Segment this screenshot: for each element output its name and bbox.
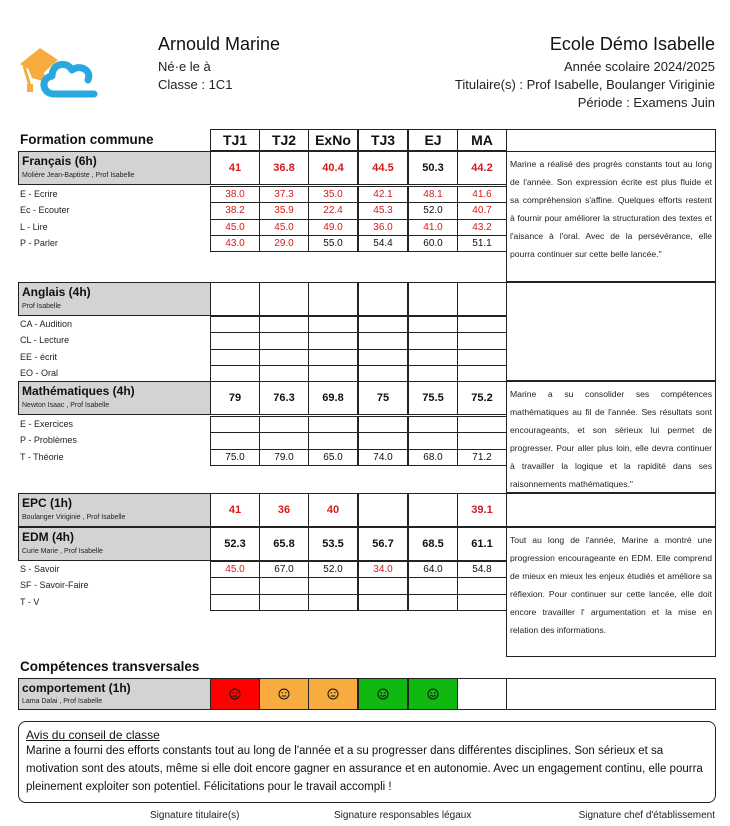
competence-label: P - Parler xyxy=(20,237,58,248)
subject-title: Mathématiques (4h) xyxy=(22,384,135,398)
signature-director: Signature chef d'établissement xyxy=(578,810,715,821)
competence-cell xyxy=(457,365,507,382)
rating-cell xyxy=(308,678,358,710)
competence-cell: 45.3 xyxy=(358,202,408,219)
subject-title: EPC (1h) xyxy=(22,496,73,510)
competence-cell xyxy=(308,316,358,333)
competence-cell xyxy=(259,332,309,349)
competence-cell xyxy=(358,577,408,594)
comment-epc xyxy=(506,493,716,527)
competence-cell: 38.0 xyxy=(210,186,260,203)
competence-cell xyxy=(457,594,507,611)
competence-cell xyxy=(308,432,358,449)
competence-cell xyxy=(259,594,309,611)
competence-cell xyxy=(308,332,358,349)
competence-cell xyxy=(457,349,507,366)
score-cell: 40 xyxy=(308,493,358,527)
competence-label: S - Savoir xyxy=(20,564,60,574)
score-cell: 53.5 xyxy=(308,527,358,561)
competence-cell xyxy=(210,365,260,382)
subject-anglais xyxy=(18,282,211,316)
competence-cell xyxy=(308,349,358,366)
competence-cell xyxy=(210,332,260,349)
competence-cell: 35.0 xyxy=(308,186,358,203)
happy-face-icon xyxy=(377,688,389,700)
score-cell xyxy=(408,282,458,316)
section-title-transversal: Compétences transversales xyxy=(20,659,200,674)
school-year: Année scolaire 2024/2025 xyxy=(563,59,715,74)
competence-cell xyxy=(408,349,458,366)
competence-cell xyxy=(408,594,458,611)
score-cell: 41 xyxy=(210,151,260,185)
competence-cell: 49.0 xyxy=(308,219,358,236)
score-cell: 50.3 xyxy=(408,151,458,185)
rating-cell xyxy=(358,678,408,710)
competence-cell: 22.4 xyxy=(308,202,358,219)
neutral-face-icon xyxy=(327,688,339,700)
comment-edm: Tout au long de l'année, Marine a montré une progression encourageante en EDM. Elle comprend de mieux en mieux les enjeux étudiés et améliore sa réflexion. Pour continuer sur cette lancée, elle doit encore travailler l' argumentation et la mise en relation des informations. xyxy=(506,527,716,657)
subject-teachers: Prof Isabelle xyxy=(22,303,61,310)
competence-cell xyxy=(358,349,408,366)
council-title: Avis du conseil de classe xyxy=(26,728,160,742)
competence-cell: 64.0 xyxy=(408,561,458,578)
comment-column-header xyxy=(506,129,716,151)
competence-cell: 41.0 xyxy=(408,219,458,236)
score-cell: 56.7 xyxy=(358,527,408,561)
class-line: Classe : 1C1 xyxy=(158,77,233,92)
competence-cell: 67.0 xyxy=(259,561,309,578)
rating-cell xyxy=(408,678,458,710)
competence-label: P - Problèmes xyxy=(20,435,77,446)
score-cell: 44.2 xyxy=(457,151,507,185)
competence-cell: 43.2 xyxy=(457,219,507,236)
competence-cell: 52.0 xyxy=(308,561,358,578)
score-cell xyxy=(408,493,458,527)
happy-face-icon xyxy=(427,688,439,700)
column-header-ej: EJ xyxy=(408,129,458,151)
score-cell xyxy=(308,282,358,316)
subject-title: Anglais (4h) xyxy=(22,285,91,299)
subject-teachers: Newton Isaac , Prof Isabelle xyxy=(22,402,110,409)
competence-cell xyxy=(408,416,458,433)
competence-label: E - Exercices xyxy=(20,419,74,429)
score-cell: 69.8 xyxy=(308,381,358,415)
competence-cell xyxy=(259,416,309,433)
score-cell xyxy=(457,282,507,316)
competence-cell xyxy=(210,416,260,433)
competence-cell: 79.0 xyxy=(259,449,309,466)
column-header-tj2: TJ2 xyxy=(259,129,309,151)
competence-label: EO - Oral xyxy=(20,367,59,378)
comment-box-comportement xyxy=(506,678,716,710)
subject-comportement xyxy=(18,678,211,710)
rating-cell xyxy=(210,678,260,710)
competence-cell: 37.3 xyxy=(259,186,309,203)
competence-cell xyxy=(308,416,358,433)
score-cell: 40.4 xyxy=(308,151,358,185)
column-header-ma: MA xyxy=(457,129,507,151)
rating-cell xyxy=(259,678,309,710)
rating-cell xyxy=(457,678,507,710)
competence-cell: 52.0 xyxy=(408,202,458,219)
signature-titulaire: Signature titulaire(s) xyxy=(150,810,240,821)
score-cell: 36.8 xyxy=(259,151,309,185)
competence-cell xyxy=(457,316,507,333)
competence-cell: 41.6 xyxy=(457,186,507,203)
competence-cell xyxy=(210,316,260,333)
competence-cell: 38.2 xyxy=(210,202,260,219)
competence-cell xyxy=(408,365,458,382)
score-cell: 44.5 xyxy=(358,151,408,185)
competence-cell xyxy=(408,432,458,449)
score-cell: 65.8 xyxy=(259,527,309,561)
competence-cell: 54.8 xyxy=(457,561,507,578)
competence-cell: 60.0 xyxy=(408,235,458,252)
subject-francais xyxy=(18,151,211,185)
competence-cell xyxy=(259,577,309,594)
class-council-box xyxy=(18,721,716,803)
competence-cell: 75.0 xyxy=(210,449,260,466)
competence-cell: 45.0 xyxy=(210,219,260,236)
competence-cell xyxy=(358,332,408,349)
competence-cell: 35.9 xyxy=(259,202,309,219)
competence-label: CL - Lecture xyxy=(20,335,70,346)
subject-edm xyxy=(18,527,211,561)
competence-cell xyxy=(358,365,408,382)
competence-cell: 43.0 xyxy=(210,235,260,252)
competence-cell: 29.0 xyxy=(259,235,309,252)
competence-cell xyxy=(457,332,507,349)
competence-cell xyxy=(408,332,458,349)
subject-title: Français (6h) xyxy=(22,154,97,168)
score-cell: 39.1 xyxy=(457,493,507,527)
competence-label: SF - Savoir-Faire xyxy=(20,580,89,591)
competence-cell xyxy=(457,416,507,433)
competence-label: CA - Audition xyxy=(20,319,73,329)
school-logo-icon xyxy=(18,42,98,104)
competence-label: Ec - Ecouter xyxy=(20,205,70,216)
competence-label: EE - écrit xyxy=(20,351,58,362)
competence-cell: 55.0 xyxy=(308,235,358,252)
competence-cell xyxy=(358,416,408,433)
competence-cell xyxy=(408,577,458,594)
competence-cell: 40.7 xyxy=(457,202,507,219)
competence-cell: 34.0 xyxy=(358,561,408,578)
column-header-exno: ExNo xyxy=(308,129,358,151)
score-cell xyxy=(210,282,260,316)
section-title-formation-commune: Formation commune xyxy=(20,132,154,147)
competence-cell xyxy=(308,577,358,594)
competence-label: T - Théorie xyxy=(20,451,64,462)
score-cell: 76.3 xyxy=(259,381,309,415)
competence-cell xyxy=(358,432,408,449)
score-cell: 36 xyxy=(259,493,309,527)
competence-cell: 42.1 xyxy=(358,186,408,203)
comment-maths: Marine a su consolider ses compétences mathématiques au fil de l'année. Ses résultats sont encourageants, et son sérieux lui permet de progresser. Pour aller plus loin, elle devra continuer à travailler la logique et la rapidité dans ses raisonnements mathématiques." xyxy=(506,381,716,493)
competence-cell xyxy=(210,594,260,611)
teachers-line: Titulaire(s) : Prof Isabelle, Boulanger Viriginie xyxy=(454,77,715,92)
subject-title: comportement (1h) xyxy=(22,681,131,695)
signature-parents: Signature responsables légaux xyxy=(334,810,472,821)
competence-cell: 74.0 xyxy=(358,449,408,466)
student-name: Arnould Marine xyxy=(158,34,281,54)
neutral-face-icon xyxy=(278,688,290,700)
competence-cell xyxy=(308,594,358,611)
competence-cell xyxy=(210,349,260,366)
competence-cell: 51.1 xyxy=(457,235,507,252)
competence-cell: 45.0 xyxy=(259,219,309,236)
competence-cell: 68.0 xyxy=(408,449,458,466)
competence-cell xyxy=(308,365,358,382)
comment-francais: Marine a réalisé des progrès constants tout au long de l'année. Son expression écrite est plus fluide et sa compréhension s'affine. Quelques efforts restent à fournir pour améliorer la structuration des textes et l'aisance à l'oral. Avec de la persévérance, elle pourra continuer sur cette belle lancée." xyxy=(506,151,716,282)
subject-teachers: Curie Marie , Prof Isabelle xyxy=(22,548,103,555)
score-cell: 79 xyxy=(210,381,260,415)
score-cell xyxy=(259,282,309,316)
competence-cell xyxy=(259,365,309,382)
competence-cell xyxy=(259,349,309,366)
score-cell: 52.3 xyxy=(210,527,260,561)
competence-cell xyxy=(358,316,408,333)
comment-anglais xyxy=(506,282,716,381)
subject-epc xyxy=(18,493,211,527)
competence-cell xyxy=(259,432,309,449)
competence-cell: 36.0 xyxy=(358,219,408,236)
score-cell xyxy=(358,493,408,527)
competence-cell: 54.4 xyxy=(358,235,408,252)
competence-cell xyxy=(259,316,309,333)
school-name: Ecole Démo Isabelle xyxy=(549,34,715,54)
birth-line: Né·e le à xyxy=(158,59,211,74)
subject-teachers: Boulanger Viriginie , Prof Isabelle xyxy=(22,514,126,521)
competence-cell: 71.2 xyxy=(457,449,507,466)
subject-teachers: Lama Dalai , Prof Isabelle xyxy=(22,698,103,705)
competence-cell: 45.0 xyxy=(210,561,260,578)
score-cell: 75 xyxy=(358,381,408,415)
column-header-tj1: TJ1 xyxy=(210,129,260,151)
subject-maths xyxy=(18,381,211,415)
sad-face-icon xyxy=(229,688,241,700)
competence-cell xyxy=(210,577,260,594)
score-cell: 75.5 xyxy=(408,381,458,415)
score-cell: 75.2 xyxy=(457,381,507,415)
competence-label: L - Lire xyxy=(20,221,48,232)
competence-cell: 65.0 xyxy=(308,449,358,466)
competence-cell xyxy=(210,432,260,449)
competence-cell: 48.1 xyxy=(408,186,458,203)
council-text: Marine a fourni des efforts constants tout au long de l'année et a su progresser dans différentes disciplines. Son sérieux et sa motivation sont des atouts, même si elle doit encore gagner en assurance et en autonomie. Avec un engagement continu, elle pourra pleinement exploiter son potentiel. Félicitations pour le travail accompli ! xyxy=(26,745,703,793)
column-header-tj3: TJ3 xyxy=(358,129,408,151)
competence-cell xyxy=(457,432,507,449)
period-line: Période : Examens Juin xyxy=(577,95,715,110)
competence-cell xyxy=(408,316,458,333)
competence-label: T - V xyxy=(20,596,40,607)
score-cell: 41 xyxy=(210,493,260,527)
score-cell: 61.1 xyxy=(457,527,507,561)
competence-cell xyxy=(358,594,408,611)
score-cell: 68.5 xyxy=(408,527,458,561)
subject-teachers: Molière Jean-Baptiste , Prof Isabelle xyxy=(22,172,135,179)
competence-label: E - Ecrire xyxy=(20,189,58,199)
subject-title: EDM (4h) xyxy=(22,530,74,544)
score-cell xyxy=(358,282,408,316)
competence-cell xyxy=(457,577,507,594)
